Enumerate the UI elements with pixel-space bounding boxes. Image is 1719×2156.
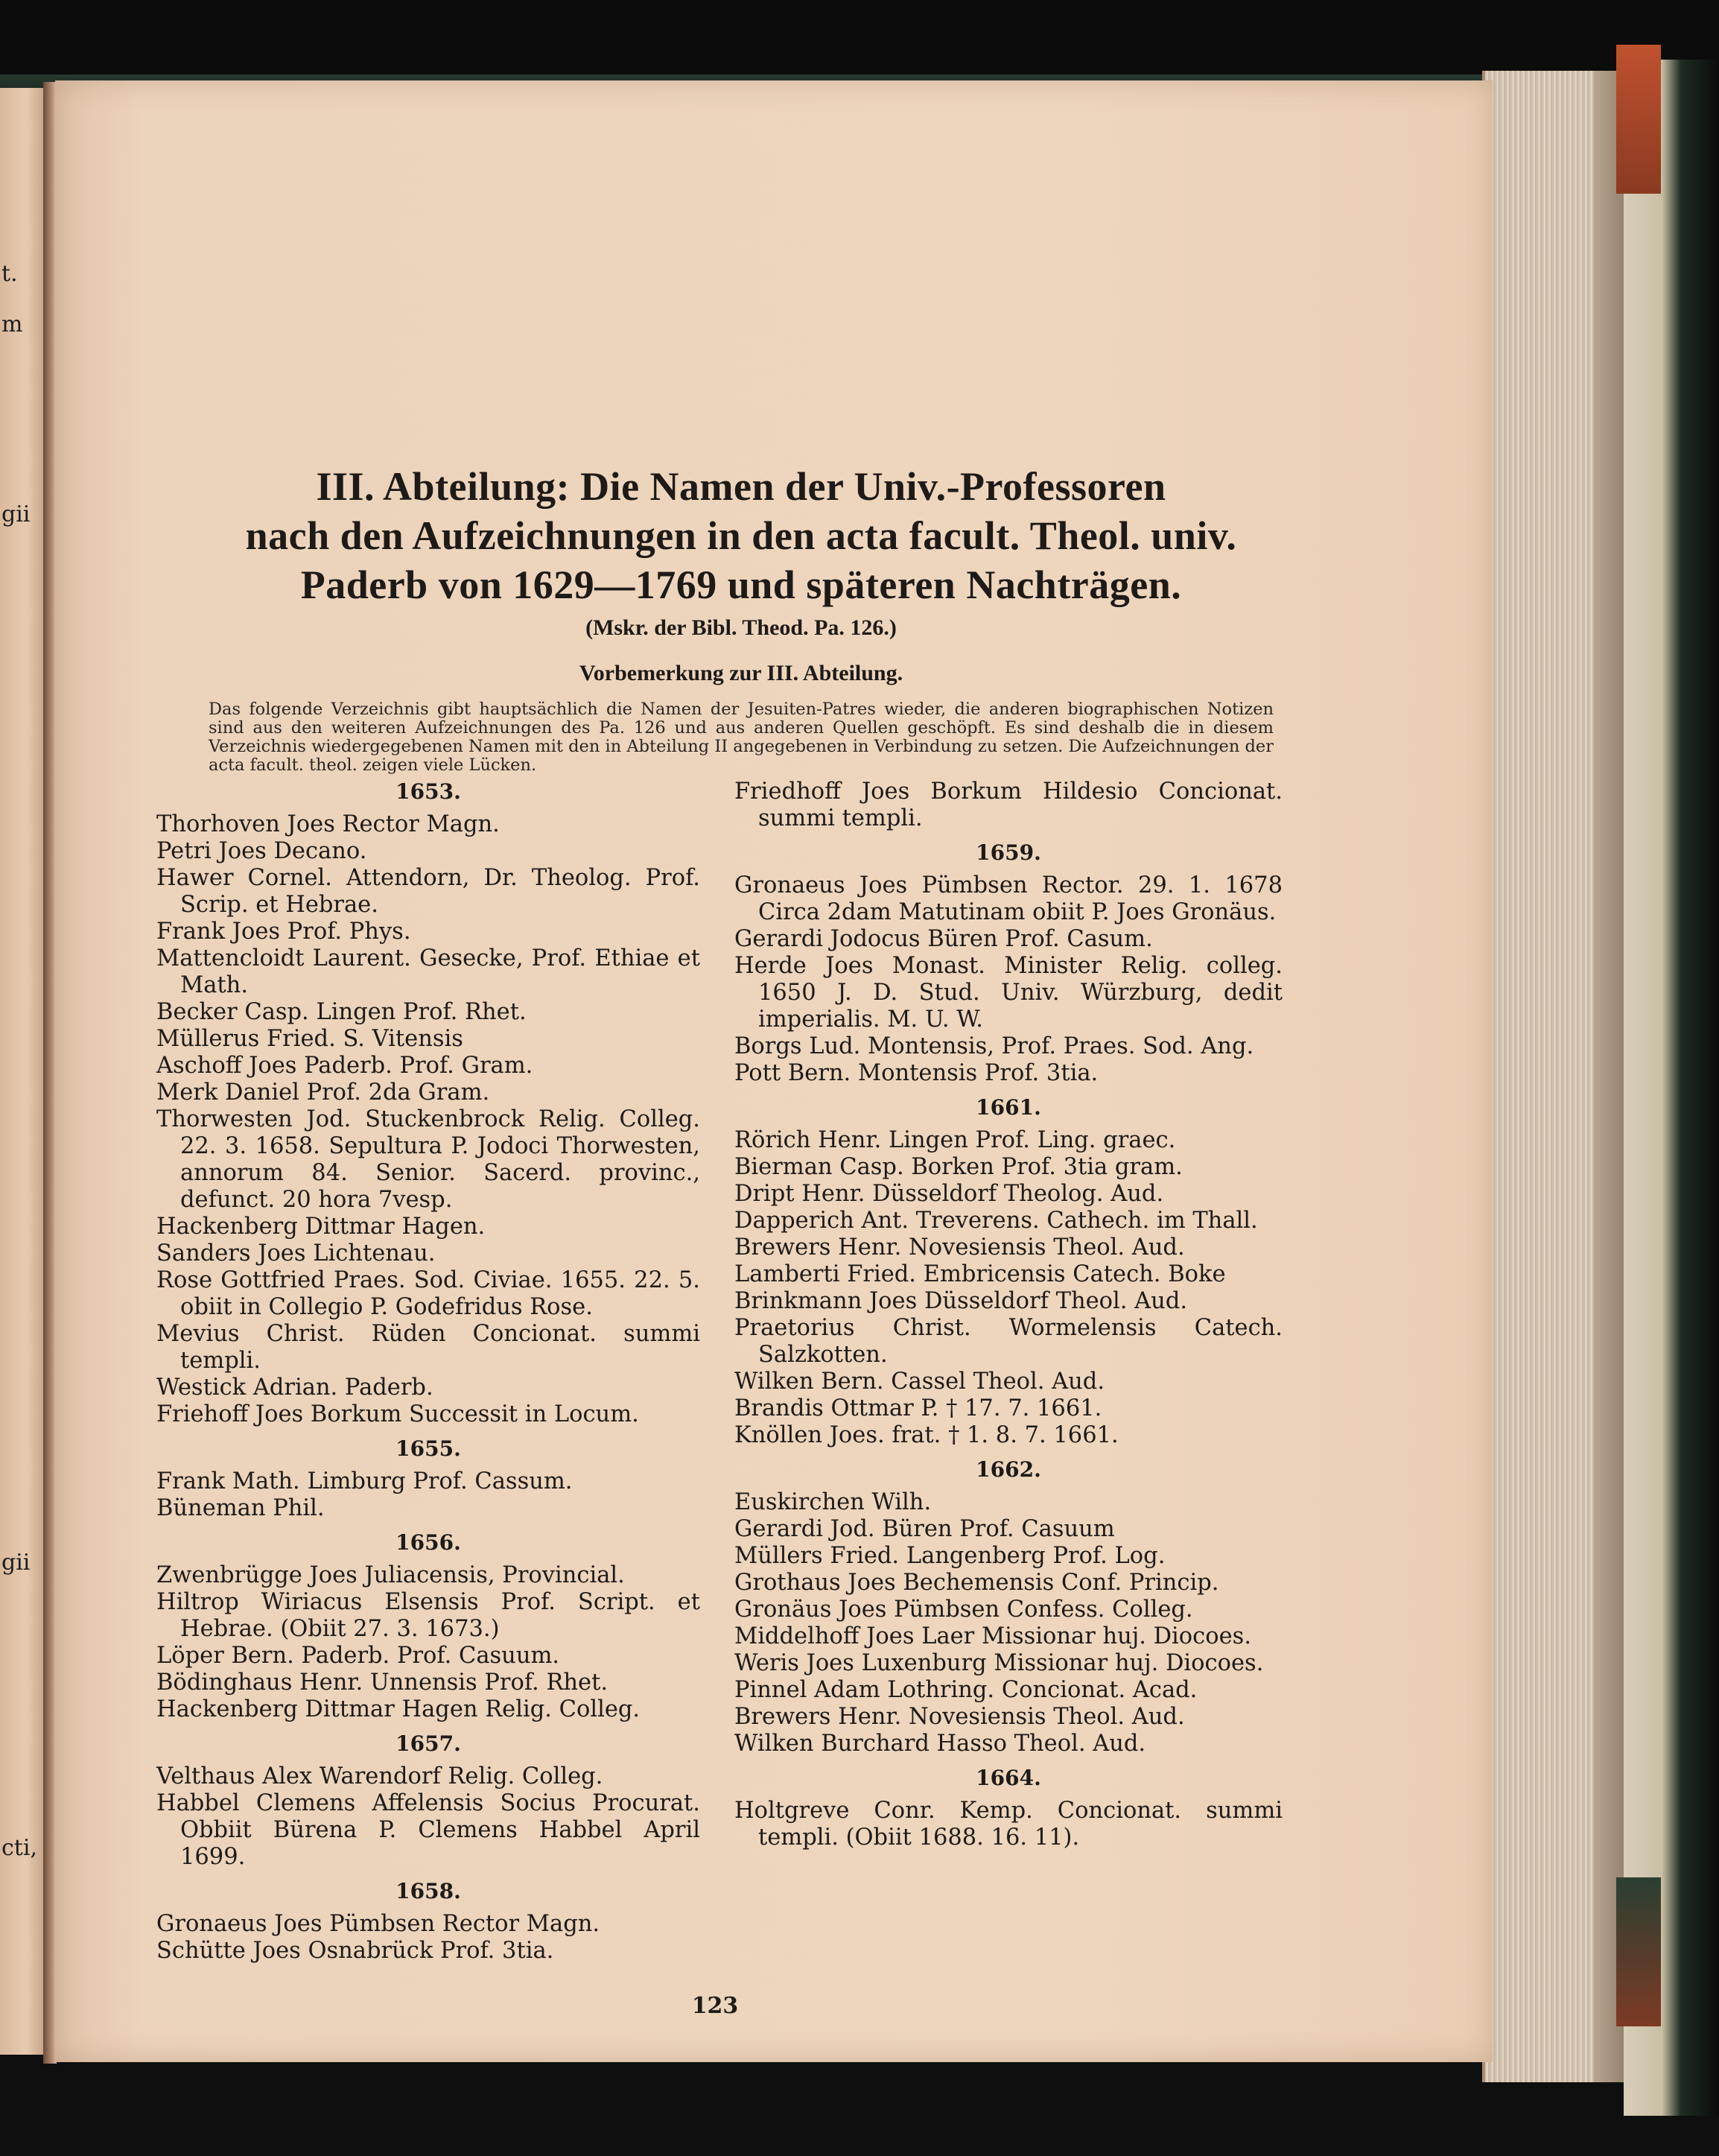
professor-entry: Frank Joes Prof. Phys. bbox=[156, 919, 411, 945]
professor-entry: Zwenbrügge Joes Juliacensis, Provincial. bbox=[156, 1562, 625, 1588]
left-column bbox=[156, 779, 700, 1965]
professor-entry: Gronäus Joes Pümbsen Confess. Colleg. bbox=[734, 1597, 1193, 1623]
professor-entry: Müllers Fried. Langenberg Prof. Log. bbox=[734, 1543, 1166, 1569]
manuscript-source: (Mskr. der Bibl. Theod. Pa. 126.) bbox=[585, 615, 897, 640]
professor-entry: Dript Henr. Düsseldorf Theolog. Aud. bbox=[734, 1181, 1164, 1207]
year-heading: 1659. bbox=[976, 840, 1041, 865]
year-heading: 1662. bbox=[976, 1457, 1041, 1482]
professor-entry: Westick Adrian. Paderb. bbox=[156, 1375, 433, 1401]
professor-entry: Lamberti Fried. Embricensis Catech. Boke bbox=[734, 1261, 1226, 1287]
professor-entry: Mattencloidt Laurent. Gesecke, Prof. Ethiae et Math. bbox=[156, 945, 700, 998]
professor-entry: Habbel Clemens Affelensis Socius Procurat. Obbiit Bürena P. Clemens Habbel April 1699. bbox=[156, 1790, 700, 1870]
page-number: 123 bbox=[691, 1993, 739, 2019]
section-heading bbox=[194, 462, 1289, 775]
professor-entry: Euskirchen Wilh. bbox=[734, 1489, 932, 1515]
professor-entry: Praetorius Christ. Wormelensis Catech. Salzkotten. bbox=[734, 1315, 1283, 1368]
professor-entry: Thorwesten Jod. Stuckenbrock Relig. Colleg. 22. 3. 1658. Sepultura P. Jodoci Thorwesten, annorum 84. Senior. Sacerd. provinc., defunct. 20 hora 7vesp. bbox=[156, 1106, 700, 1213]
professor-entry: Brinkmann Joes Düsseldorf Theol. Aud. bbox=[734, 1288, 1188, 1314]
professor-entry: Herde Joes Monast. Minister Relig. colleg. 1650 J. D. Stud. Univ. Würzburg, dedit imperialis. M. U. W. bbox=[734, 953, 1283, 1033]
title-line: nach den Aufzeichnungen in den acta facult. Theol. univ. bbox=[245, 513, 1237, 558]
professor-entry: Büneman Phil. bbox=[156, 1495, 325, 1521]
professor-entry: Wilken Bern. Cassel Theol. Aud. bbox=[734, 1369, 1105, 1395]
year-heading: 1656. bbox=[395, 1530, 461, 1555]
professor-entry: Gerardi Jod. Büren Prof. Casuum bbox=[734, 1516, 1115, 1542]
year-heading: 1653. bbox=[395, 779, 461, 804]
professor-entry: Borgs Lud. Montensis, Prof. Praes. Sod. Ang. bbox=[734, 1033, 1254, 1059]
margin-fragment: m bbox=[1, 311, 23, 337]
professor-entry: Becker Casp. Lingen Prof. Rhet. bbox=[156, 999, 527, 1025]
professor-entry: Gronaeus Joes Pümbsen Rector Magn. bbox=[156, 1911, 600, 1937]
previous-page-edge bbox=[0, 88, 43, 2055]
professor-entry: Mevius Christ. Rüden Concionat. summi templi. bbox=[156, 1321, 700, 1374]
professor-entry: Dapperich Ant. Treverens. Cathech. im Thall. bbox=[734, 1208, 1258, 1234]
professor-entry: Bödinghaus Henr. Unnensis Prof. Rhet. bbox=[156, 1670, 609, 1696]
margin-fragment: cti, bbox=[1, 1835, 37, 1861]
professor-entry: Bierman Casp. Borken Prof. 3tia gram. bbox=[734, 1154, 1183, 1180]
year-heading: 1661. bbox=[976, 1095, 1041, 1120]
year-heading: 1664. bbox=[976, 1766, 1041, 1790]
professor-entry: Hackenberg Dittmar Hagen. bbox=[156, 1214, 486, 1240]
book-cover-top bbox=[0, 0, 1719, 82]
professor-entry: Grothaus Joes Bechemensis Conf. Princip. bbox=[734, 1570, 1219, 1596]
professor-entry: Aschoff Joes Paderb. Prof. Gram. bbox=[156, 1053, 533, 1079]
book-spine bbox=[1624, 60, 1719, 2116]
preliminary-note-text: Das folgende Verzeichnis gibt hauptsächlich die Namen der Jesuiten-Patres wieder, die anderen biographischen Notizen sind aus den weiteren Aufzeichnungen des Pa. 126 und aus anderen Quellen geschöpft. Es sind deshalb die in diesem Verzeichnis wiedergegebenen Namen mit den in Abteilung II angegebenen in Verbindung zu setzen. Die Aufzeichnungen der acta facult. theol. zeigen viele Lücken. bbox=[209, 700, 1274, 775]
professor-entry: Müllerus Fried. S. Vitensis bbox=[156, 1026, 463, 1052]
margin-fragment: gii bbox=[1, 501, 31, 527]
professor-entry: Knöllen Joes. frat. † 1. 8. 7. 1661. bbox=[734, 1422, 1119, 1448]
spine-corner-top bbox=[1616, 45, 1661, 194]
professor-entry: Brewers Henr. Novesiensis Theol. Aud. bbox=[734, 1704, 1185, 1730]
professor-entry: Holtgreve Conr. Kemp. Concionat. summi templi. (Obiit 1688. 16. 11). bbox=[734, 1798, 1283, 1851]
page-stack-edges bbox=[1482, 71, 1597, 2082]
professor-entry: Hackenberg Dittmar Hagen Relig. Colleg. bbox=[156, 1696, 641, 1722]
professor-entry: Friehoff Joes Borkum Successit in Locum. bbox=[156, 1401, 639, 1427]
title-line: III. Abteilung: Die Namen der Univ.-Professoren bbox=[316, 464, 1166, 509]
professor-entry: Wilken Burchard Hasso Theol. Aud. bbox=[734, 1731, 1146, 1757]
professor-entry: Petri Joes Decano. bbox=[156, 838, 367, 864]
professor-entry: Löper Bern. Paderb. Prof. Casuum. bbox=[156, 1643, 560, 1669]
professor-entry: Middelhoff Joes Laer Missionar huj. Diocoes. bbox=[734, 1623, 1252, 1649]
professor-entry: Pott Bern. Montensis Prof. 3tia. bbox=[734, 1060, 1099, 1086]
professor-entry: Rose Gottfried Praes. Sod. Civiae. 1655. 22. 5. obiit in Collegio P. Godefridus Rose. bbox=[156, 1267, 700, 1320]
professor-entry: Gronaeus Joes Pümbsen Rector. 29. 1. 1678 Circa 2dam Matutinam obiit P. Joes Gronäus. bbox=[734, 872, 1283, 925]
professor-entry: Gerardi Jodocus Büren Prof. Casum. bbox=[734, 926, 1153, 952]
preliminary-note-title: Vorbemerkung zur III. Abteilung. bbox=[579, 661, 903, 685]
professor-entry: Brewers Henr. Novesiensis Theol. Aud. bbox=[734, 1234, 1185, 1261]
professor-entry: Friedhoff Joes Borkum Hildesio Concionat. summi templi. bbox=[734, 779, 1283, 831]
professor-entry: Brandis Ottmar P. † 17. 7. 1661. bbox=[734, 1395, 1102, 1421]
professor-entry: Thorhoven Joes Rector Magn. bbox=[156, 811, 500, 837]
professor-entry: Rörich Henr. Lingen Prof. Ling. graec. bbox=[734, 1127, 1176, 1153]
professor-entry: Velthaus Alex Warendorf Relig. Colleg. bbox=[156, 1763, 603, 1789]
margin-fragment: gii bbox=[1, 1550, 31, 1576]
professor-entry: Sanders Joes Lichtenau. bbox=[156, 1240, 436, 1266]
professor-entry: Hiltrop Wiriacus Elsensis Prof. Script. et Hebrae. (Obiit 27. 3. 1673.) bbox=[156, 1589, 700, 1642]
professor-entry: Frank Math. Limburg Prof. Cassum. bbox=[156, 1468, 573, 1494]
year-heading: 1655. bbox=[395, 1436, 461, 1461]
year-heading: 1658. bbox=[395, 1879, 461, 1903]
professor-entry: Weris Joes Luxenburg Missionar huj. Diocoes. bbox=[734, 1650, 1264, 1676]
right-column bbox=[734, 779, 1283, 1851]
professor-entry: Pinnel Adam Lothring. Concionat. Acad. bbox=[734, 1677, 1198, 1703]
professor-entry: Schütte Joes Osnabrück Prof. 3tia. bbox=[156, 1938, 554, 1964]
professor-entry: Hawer Cornel. Attendorn, Dr. Theolog. Prof. Scrip. et Hebrae. bbox=[156, 865, 700, 918]
spine-corner-bottom bbox=[1616, 1877, 1661, 2026]
year-heading: 1657. bbox=[395, 1731, 461, 1756]
title-line: Paderb von 1629—1769 und späteren Nachträgen. bbox=[300, 562, 1182, 607]
professor-entry: Merk Daniel Prof. 2da Gram. bbox=[156, 1079, 490, 1106]
margin-fragment: t. bbox=[1, 261, 18, 287]
